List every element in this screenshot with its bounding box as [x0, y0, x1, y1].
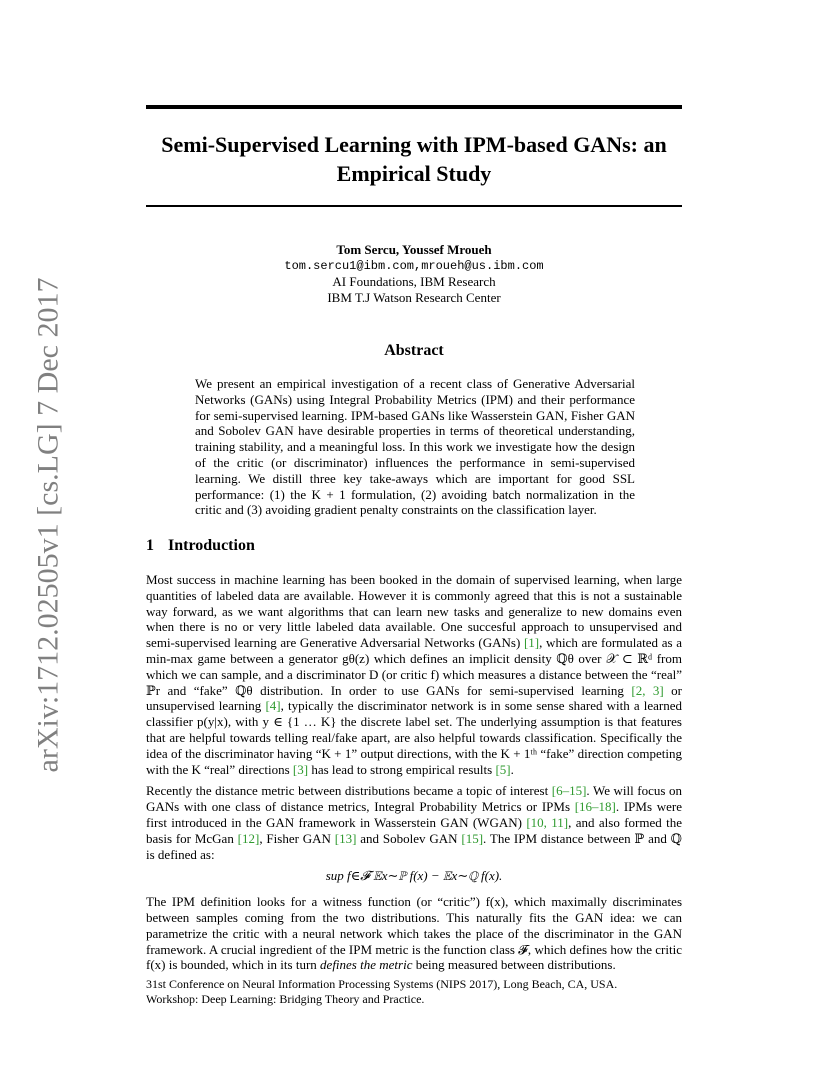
- citation-link[interactable]: [5]: [495, 761, 511, 777]
- footnote-line-2: Workshop: Deep Learning: Bridging Theory and Practice.: [146, 992, 425, 1006]
- text-span: . We will focus on GANs with one class of distance metrics, Integral Probability Metrics or IPMs: [146, 783, 682, 815]
- text-span: The IPM definition looks for a witness function (or “critic”) f(x), which maximally discriminates between samples coming from the two distributions. This naturally fits the GAN idea: we can parametrize the critic with a neural network which takes the place of the discriminator in the GAN framework. A crucial ingredient of the IPM metric is the function class 𝓕, which defines how the critic f(x) is bounded, which in its turn: [146, 894, 682, 973]
- text-span: . IPMs were first introduced in the GAN framework in Wasserstein GAN (WGAN): [146, 799, 682, 830]
- text-span: and Sobolev GAN: [356, 830, 462, 846]
- text-span: Most success in machine learning has been booked in the domain of supervised learning, when large quantities of labeled data are available. However it is commonly agreed that this is not a sustainable way forward, as we want algorithms that can learn new tasks and generalize to new domains even when there is no or very little labeled data available. One succesful approach to unsupervised and semi-supervised learning are Generative Adversarial Networks (GANs): [146, 572, 682, 651]
- citation-link[interactable]: [3]: [292, 761, 309, 777]
- ipm-equation: sup f∈𝓕 𝔼x∼ℙ f(x) − 𝔼x∼ℚ f(x).: [325, 868, 503, 884]
- section-title: Introduction: [168, 537, 255, 554]
- citation-link[interactable]: [4]: [265, 698, 281, 714]
- paragraph-2: [146, 783, 682, 862]
- text-span: , typically the discriminator network is in some sense shared with a learned classifier p(y|x), with y ∈ {1 … K} the discrete label set. The underlying assumption is that features that are helpful towards telling real/fake apart, are also helpful towards classification. Specifically the idea of the discriminator having “K + 1” output directions, with the K + 1ᵗʰ “fake” direction competing with the K “real” directions: [146, 698, 682, 777]
- abstract-text: We present an empirical investigation of a recent class of Generative Adversarial Networks (GANs) using Integral Probability Metrics (IPM) and their performance for semi-supervised learning. IPM-based GANs like Wasserstein GAN, Fisher GAN and Sobolev GAN have desirable properties in terms of theoretical understanding, training stability, and a meaningful loss. In this work we investigate how the design of the critic (or discriminator) influences the performance in semi-supervised learning. We distill three key take-aways which are important for good SSL performance: (1) the K + 1 formulation, (2) avoiding batch normalization in the critic and (3) avoiding gradient penalty constraints on the classification layer.: [195, 376, 635, 518]
- text-span: , which are formulated as a min-max game between a generator gθ(z) which defines an implicit density ℚθ over 𝒳 ⊂ ℝᵈ from which we can sample, and a discriminator D (or critic f) which measures a distance between the “real” ℙr and “fake” ℚθ distribution. In order to use GANs for semi-supervised learning: [146, 635, 682, 698]
- section-number: 1: [146, 537, 154, 554]
- affiliation-line-2: IBM T.J Watson Research Center: [327, 290, 501, 305]
- citation-link[interactable]: [6–15]: [551, 783, 587, 799]
- text-span: , and also formed the basis for McGan: [146, 814, 682, 846]
- conference-footnote: [146, 977, 682, 1007]
- text-span: being measured between distributions.: [412, 957, 616, 973]
- citation-link[interactable]: [1]: [523, 635, 540, 651]
- section-heading: [146, 537, 255, 555]
- citation-link[interactable]: [15]: [461, 830, 484, 846]
- paragraph-1: [146, 572, 682, 777]
- arxiv-identifier: [30, 277, 66, 773]
- footnote-line-1: 31st Conference on Neural Information Processing Systems (NIPS 2017), Long Beach, CA, USA.: [146, 977, 618, 991]
- citation-link[interactable]: [12]: [237, 830, 260, 846]
- text-span: . The IPM distance between ℙ and ℚ is defined as:: [146, 830, 683, 862]
- text-span: .: [510, 761, 514, 777]
- text-span: has lead to strong empirical results: [308, 761, 496, 777]
- author-names: Tom Sercu, Youssef Mroueh: [336, 242, 492, 257]
- text-span: Recently the distance metric between distributions became a topic of interest: [146, 783, 552, 799]
- author-emails: tom.sercu1@ibm.com,mroueh@us.ibm.com: [284, 259, 544, 273]
- text-span: or unsupervised learning: [146, 682, 683, 714]
- citation-link[interactable]: [16–18]: [574, 799, 616, 815]
- abstract-heading: Abstract: [384, 342, 444, 359]
- citation-link[interactable]: [10, 11]: [526, 814, 569, 830]
- author-block: [146, 242, 682, 306]
- paper-title: Semi-Supervised Learning with IPM-based GANs: an Empirical Study: [161, 132, 667, 186]
- title-rule-top: [146, 105, 682, 109]
- title-rule-bottom: [146, 205, 682, 207]
- emphasis-text: defines the metric: [320, 957, 413, 973]
- text-span: , Fisher GAN: [259, 830, 335, 846]
- citation-link[interactable]: [13]: [334, 830, 357, 846]
- paragraph-3: [146, 894, 682, 973]
- citation-link[interactable]: [2, 3]: [631, 682, 664, 698]
- arxiv-identifier-text: arXiv:1712.02505v1 [cs.LG] 7 Dec 2017: [31, 277, 64, 773]
- affiliation-line-1: AI Foundations, IBM Research: [332, 274, 496, 289]
- section-body: [146, 572, 682, 979]
